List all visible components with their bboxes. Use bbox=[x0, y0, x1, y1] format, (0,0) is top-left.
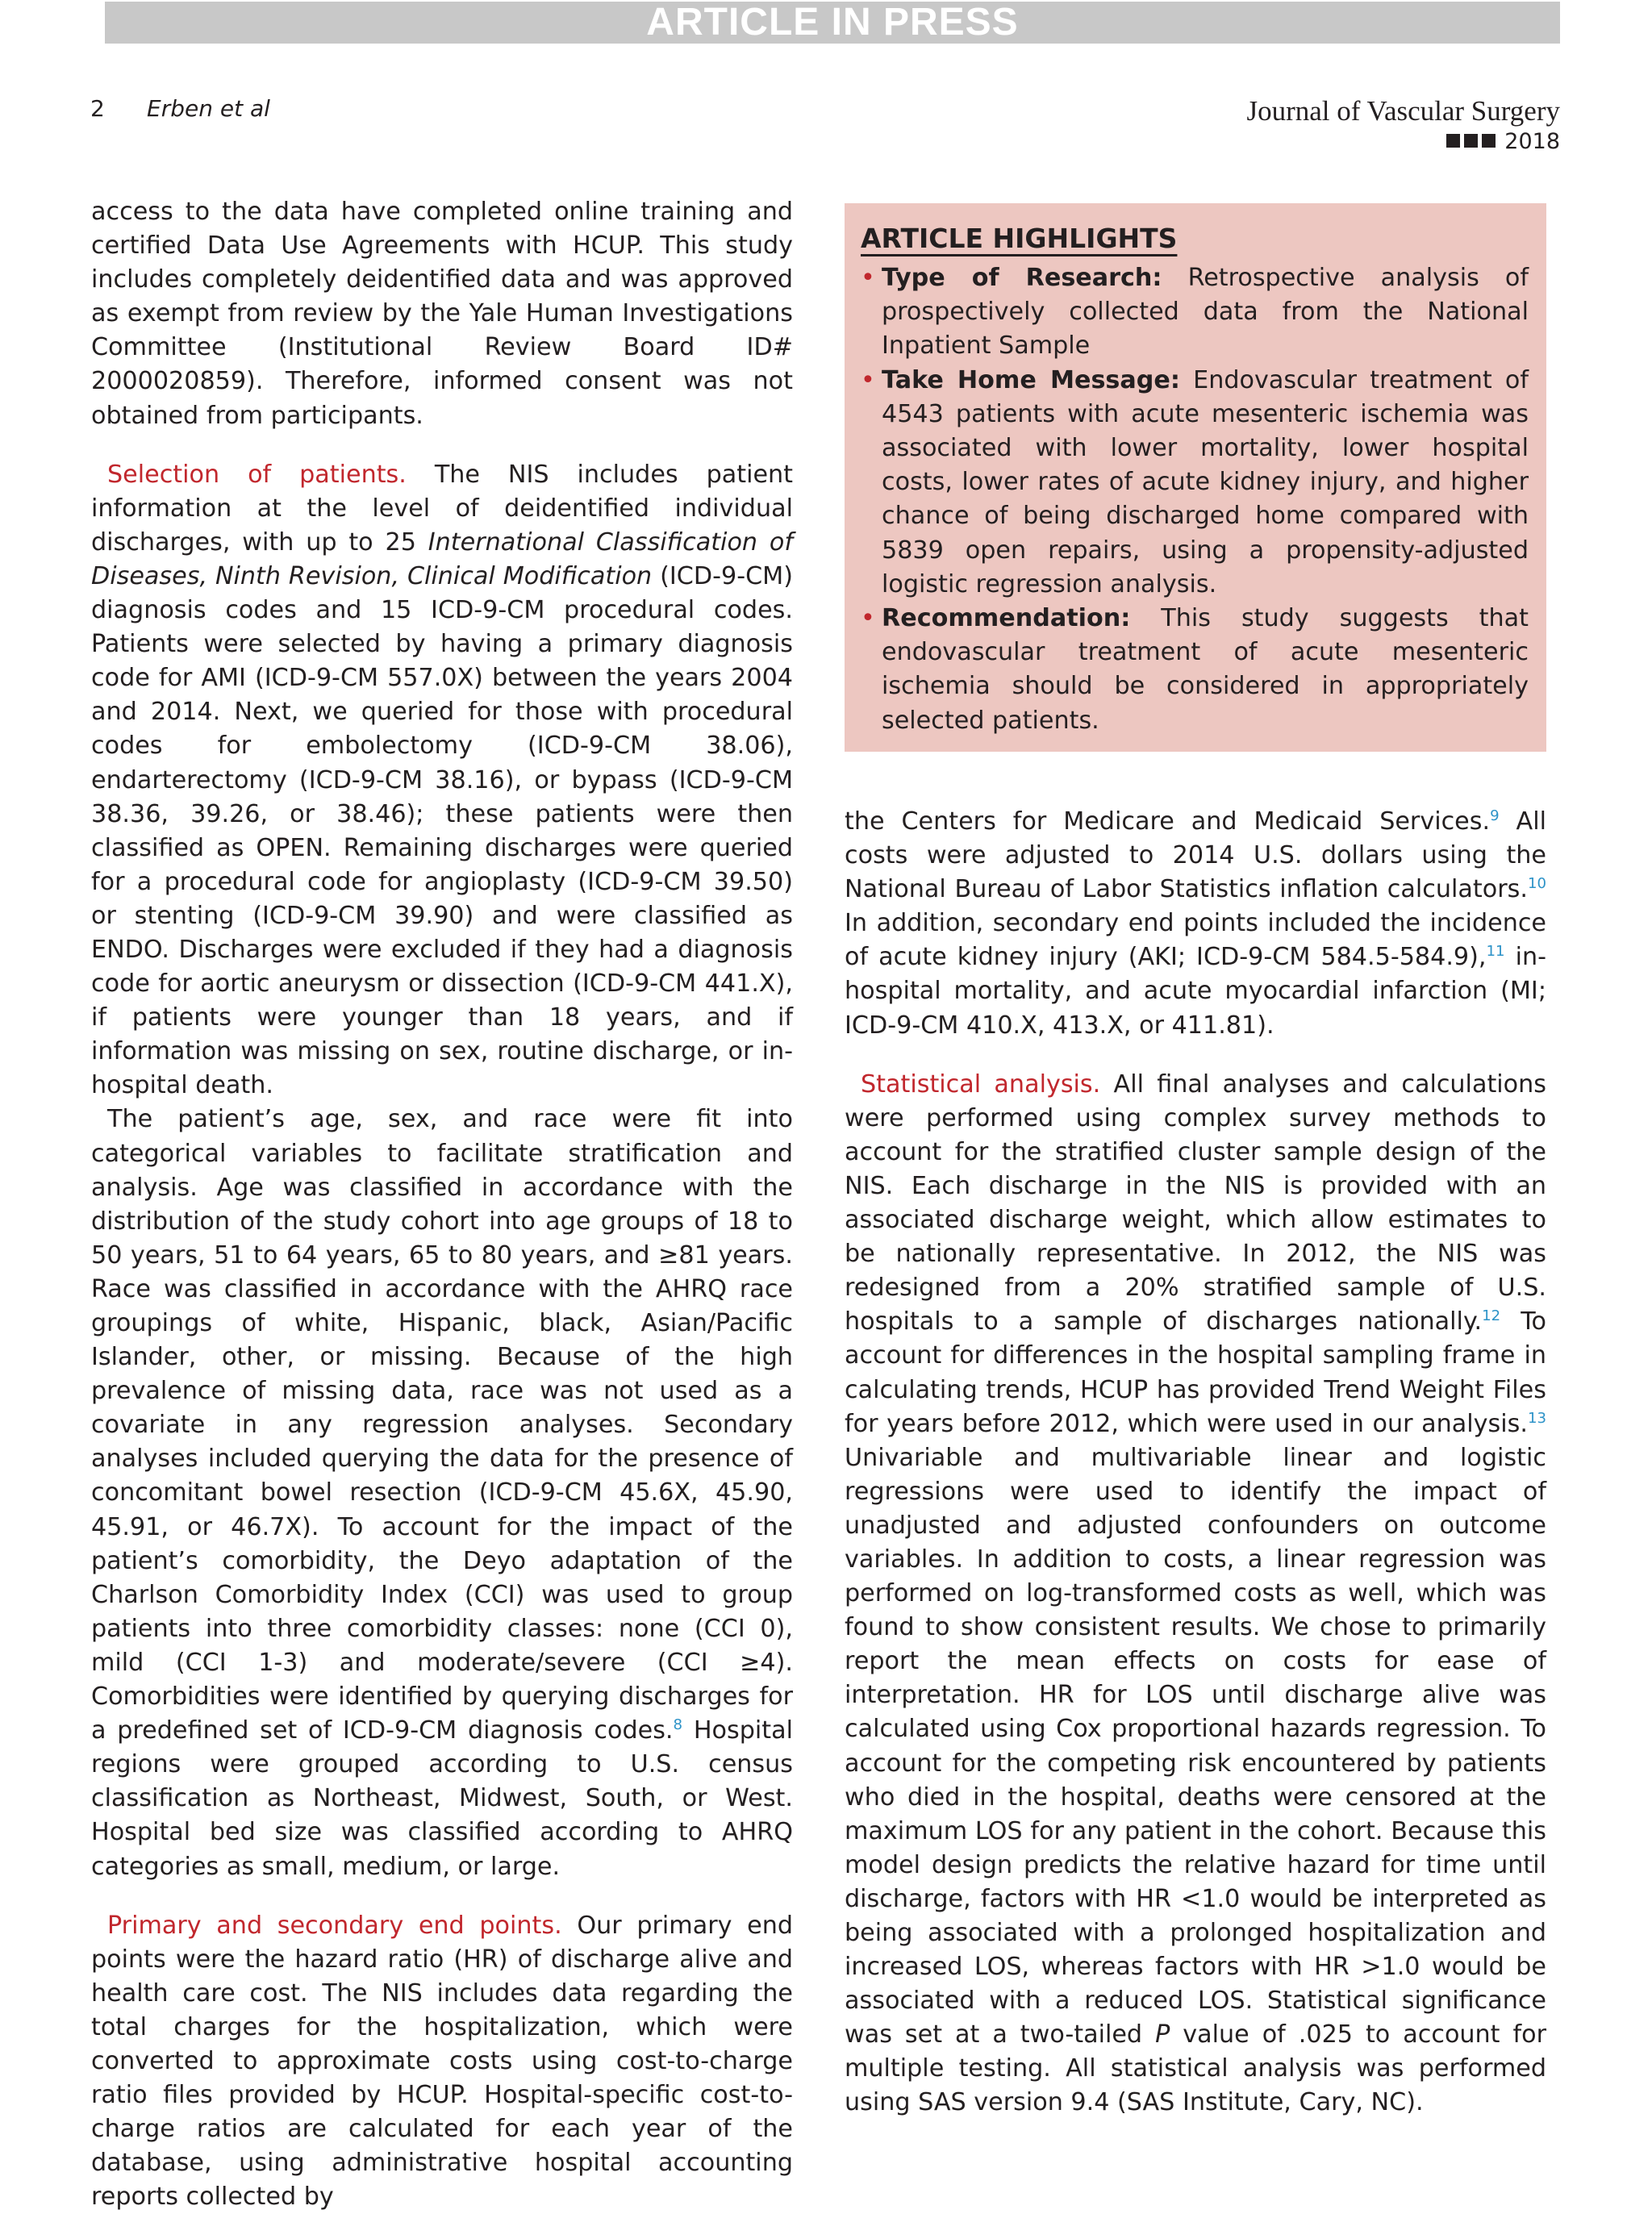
body-text: All final analyses and calculations were performed using complex survey methods to account for the stratified cluster sample design of the NIS. Each discharge in the NIS is provided with an associated discharge weight, which allow estimates to be nationally representative. In 2012, the NIS was redesigned from a 20% stratified sample of U.S. hospitals to a sample of discharges nationally. bbox=[845, 1069, 1546, 1336]
paragraph-statistical-analysis bbox=[845, 1068, 1546, 2120]
body-text: To account for differences in the hospital sampling frame in calculating trends, HCUP has provided Trend Weight Files for years before 2012, which were used in our analysis. bbox=[845, 1307, 1546, 1438]
highlights-list bbox=[861, 261, 1529, 738]
issue-line bbox=[1446, 129, 1560, 154]
article-in-press-banner: ARTICLE IN PRESS bbox=[105, 2, 1560, 44]
reference-link[interactable]: 11 bbox=[1486, 943, 1505, 961]
list-item bbox=[861, 261, 1529, 364]
issue-square-icon bbox=[1446, 134, 1460, 148]
right-column bbox=[845, 805, 1546, 2120]
reference-link[interactable]: 9 bbox=[1490, 807, 1500, 824]
highlights-title: ARTICLE HIGHLIGHTS bbox=[861, 223, 1178, 254]
section-heading-selection: Selection of patients. bbox=[107, 460, 407, 489]
body-text: the Centers for Medicare and Medicaid Services. bbox=[845, 807, 1491, 836]
body-text: value of .025 to account for multiple testing. All statistical analysis was performed using SAS version 9.4 (SAS Institute, Cary, NC). bbox=[845, 2020, 1547, 2117]
body-text: Hospital regions were grouped according to U.S. census classification as Northeast, Midwest, South, or West. Hospital bed size was classified according to AHRQ categories as small, medium, or large. bbox=[91, 1716, 793, 1881]
bullet-icon: • bbox=[861, 264, 875, 292]
highlight-label: Type of Research: bbox=[882, 264, 1162, 292]
journal-title: Journal of Vascular Surgery bbox=[1246, 95, 1560, 127]
reference-link[interactable]: 8 bbox=[673, 1716, 683, 1734]
body-text: (ICD-9-CM) diagnosis codes and 15 ICD-9-CM procedural codes. Patients were selected by having a primary diagnosis code for AMI (ICD-9-CM 557.0X) between the years 2004 and 2014. Next, we queried for those with procedural codes for embolectomy (ICD-9-CM 38.06), endarterectomy (ICD-9-CM 38.16), or bypass (ICD-9-CM 38.36, 39.26, or 38.46); these patients were then classified as OPEN. Remaining discharges were queried for a procedural code for angioplasty (ICD-9-CM 39.50) or stenting (ICD-9-CM 39.90) and were classified as ENDO. Discharges were excluded if they had a diagnosis code for aortic aneurysm or dissection (ICD-9-CM 441.X), if patients were younger than 18 years, and if information was missing on sex, routine discharge, or in-hospital death. bbox=[91, 561, 793, 1100]
running-authors: Erben et al bbox=[147, 95, 270, 122]
issue-year: 2018 bbox=[1504, 129, 1560, 154]
issue-square-icon bbox=[1464, 134, 1478, 148]
section-heading-end-points: Primary and secondary end points. bbox=[107, 1911, 562, 1940]
body-text: Univariable and multivariable linear and logistic regressions were used to identify the impact of unadjusted and adjusted confounders on outcome variables. In addition to costs, a linear regression was performed on log-transformed costs as well, which was found to show consistent results. We chose to primarily report the mean effects on costs for ease of interpretation. HR for LOS until discharge alive was calculated using Cox proportional hazards regression. To account for the competing risk encountered by patients who died in the hospital, deaths were censored at the maximum LOS for any patient in the cohort. Because this model design predicts the relative hazard for time until discharge, factors with HR <1.0 would be interpreted as being associated with a prolonged hospitalization and increased LOS, whereas factors with HR >1.0 would be associated with a reduced LOS. Statistical significance was set at a two-tailed bbox=[845, 1443, 1546, 2049]
highlight-text: This study suggests that endovascular treatment of acute mesenteric ischemia should be considered in appropriately selected patients. bbox=[882, 604, 1529, 735]
paragraph-demographics bbox=[91, 1103, 793, 1883]
highlight-text: Retrospective analysis of prospectively collected data from the National Inpatient Sample bbox=[882, 264, 1529, 361]
reference-link[interactable]: 10 bbox=[1527, 875, 1546, 893]
body-text: In addition, secondary end points included the incidence of acute kidney injury (AKI; ICD-9-CM 584.5-584.9), bbox=[845, 909, 1546, 972]
article-highlights-box bbox=[845, 203, 1546, 752]
issue-square-icon bbox=[1482, 134, 1496, 148]
highlight-label: Take Home Message: bbox=[882, 365, 1180, 394]
bullet-icon: • bbox=[861, 365, 875, 394]
reference-link[interactable]: 13 bbox=[1527, 1409, 1546, 1427]
body-text: Our primary end points were the hazard ratio (HR) of discharge alive and health care cost. The NIS includes data regarding the total charges for the hospitalization, which were converted to approximate costs using cost-to-charge ratio files provided by HCUP. Hospital-specific cost-to-charge ratios are calculated for each year of the database, using administrative hospital accounting reports collected by bbox=[91, 1911, 793, 2212]
left-column bbox=[91, 195, 793, 2214]
highlight-label: Recommendation: bbox=[882, 604, 1131, 633]
bullet-icon: • bbox=[861, 604, 875, 633]
paragraph-data-access: access to the data have completed online training and certified Data Use Agreements with HCUP. This study includes completely deidentified data and was approved as exempt from review by the Yale Human Investigations Committee (Institutional Review Board ID# 2000020859). Therefore, informed consent was not obtained from participants. bbox=[91, 198, 793, 430]
paragraph-costs bbox=[845, 805, 1546, 1043]
body-text: The patient’s age, sex, and race were fit into categorical variables to facilitate stratification and analysis. Age was classified in accordance with the distribution of the study cohort into age groups of 18 to 50 years, 51 to 64 years, 65 to 80 years, and ≥81 years. Race was classified in accordance with the AHRQ race groupings of white, Hispanic, black, Asian/Pacific Islander, other, or missing. Because of the high prevalence of missing data, race was not used as a covariate in any regression analyses. Secondary analyses included querying the data for the presence of concomitant bowel resection (ICD-9-CM 45.6X, 45.90, 45.91, or 46.7X). To account for the impact of the patient’s comorbidity, the Deyo adaptation of the Charlson Comorbidity Index (CCI) was used to group patients into three comorbidity classes: none (CCI 0), mild (CCI 1-3) and moderate/severe (CCI ≥4). Comorbidities were identified by querying discharges for a predefined set of ICD-9-CM diagnosis codes. bbox=[91, 1105, 793, 1745]
body-text: in-hospital mortality, and acute myocardial infarction (MI; ICD-9-CM 410.X, 413.X, or 411.81). bbox=[845, 943, 1546, 1040]
list-item bbox=[861, 364, 1529, 602]
paragraph-end-points bbox=[91, 1909, 793, 2214]
highlight-text: Endovascular treatment of 4543 patients with acute mesenteric ischemia was associated with lower mortality, lower hospital costs, lower rates of acute kidney injury, and higher chance of being discharged home compared with 5839 open repairs, using a propensity-adjusted logistic regression analysis. bbox=[882, 365, 1529, 598]
page-number: 2 bbox=[90, 95, 105, 122]
section-heading-statistical: Statistical analysis. bbox=[861, 1069, 1101, 1099]
list-item bbox=[861, 602, 1529, 738]
italic-text: International Classification of Diseases, Ninth Revision, Clinical Modification bbox=[91, 527, 793, 590]
italic-text: P bbox=[1155, 2020, 1170, 2049]
reference-link[interactable]: 12 bbox=[1482, 1307, 1501, 1325]
paragraph-selection-of-patients bbox=[91, 458, 793, 1103]
body-text: The NIS includes patient information at the level of deidentified individual discharges, with up to 25 bbox=[91, 460, 793, 557]
body-text: All costs were adjusted to 2014 U.S. dollars using the National Bureau of Labor Statistics inflation calculators. bbox=[845, 807, 1546, 904]
